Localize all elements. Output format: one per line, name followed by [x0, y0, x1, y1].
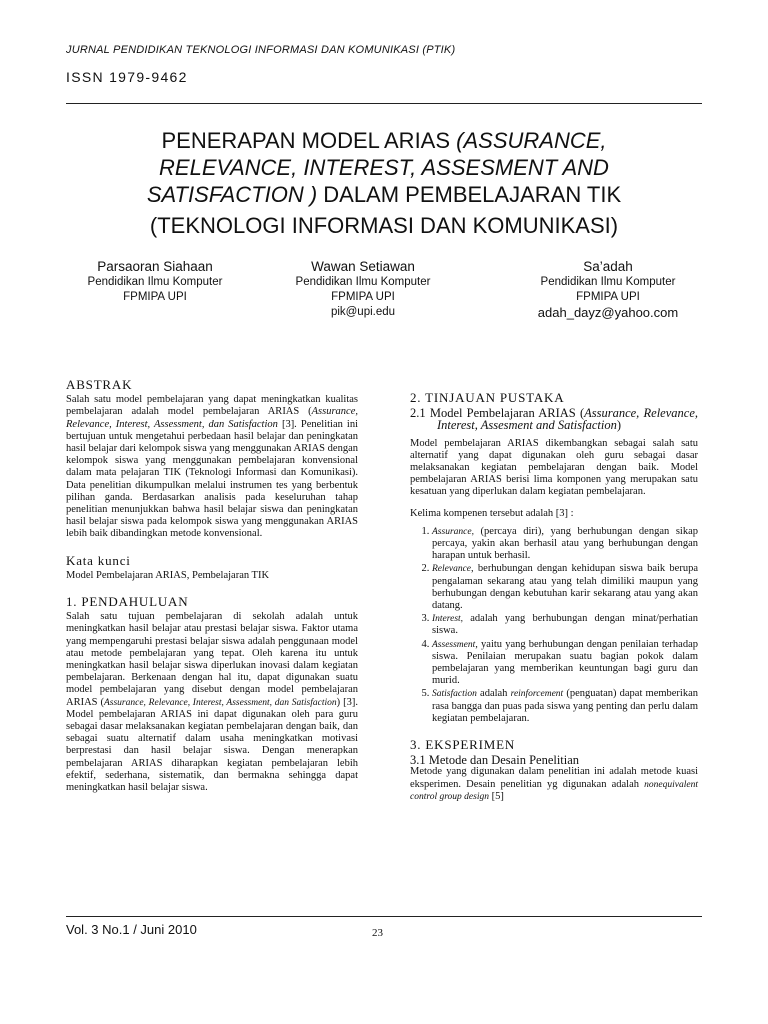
header-rule — [66, 103, 702, 104]
title-line-3b: DALAM PEMBELAJARAN TIK — [317, 182, 622, 207]
title-line-4: (TEKNOLOGI INFORMASI DAN KOMUNIKASI) — [149, 213, 619, 238]
left-column — [66, 379, 358, 794]
author-inst: FPMIPA UPI — [123, 291, 187, 303]
abstract-text: Salah satu model pembelajaran yang dapat meningkatkan kualitas pembelajaran adalah model pembelajaran ARIAS (Assurance, Relevance, Interest, Assessment, dan Satisfaction [3]. Penelitian ini bertujuan untuk mengetahui perbedaan hasil belajar dan peningkatan hasil belajar dari kelompok siswa yang menggunakan ARIAS dengan kelompok siswa yang menggunakan pembelajaran konvensional dalam mata pelajaran TIK (Teknologi Informasi dan Komunikasi). Data penelitian dikumpulkan melalui instrumen tes yang berbentuk pilihan ganda. Berdasarkan analisis pada keseluruhan tahap penelitian menunjukkan bahwa hasil belajar siswa dan peningkatan hasil belajar siswa pada kelompok siswa yang menggunakan ARIAS lebih baik dibandingkan metode konvensional. — [66, 394, 358, 540]
intro-text: Salah satu tujuan pembelajaran di sekolah adalah untuk meningkatkan hasil belajar atau prestasi belajar siswa. Faktor utama yang mempengaruhi prestasi belajar siswa adalah penggunaan model atau metode pembelajaran yang tepat. Oleh karena itu untuk meningkatkan hasil belajar siswa diperlukan inovasi dalam kegiatan pembelajaran. Berkenaan dengan hal itu, dapat digunakan suatu model pembelajaran yang disebut dengan model pembelajaran ARIAS (Assurance, Relevance, Interest, Assessment, dan Satisfaction) [3]. Model pembelajaran ARIAS ini dapat digunakan oleh para guru sebagai dasar melaksanakan kegiatan pembelajaran dengan baik, dan sebagai suatu alternatif dalam usaha meningkatkan motivasi berprestasi dan hasil belajar siswa. Dengan menerapkan pembelajaran ARIAS diharapkan kegiatan pembelajaran lebih efektif, sederhana, sistematik, dan bermakna sehingga dapat meningkatkan hasil belajar siswa. — [66, 611, 358, 794]
author-email: pik@upi.edu — [330, 306, 396, 318]
author-name: Wawan Setiawan — [311, 259, 415, 274]
author-name: Sa’adah — [583, 259, 633, 274]
right-column — [410, 392, 698, 803]
author-name: Parsaoran Siahaan — [97, 259, 213, 274]
keywords-heading: Kata kunci — [66, 552, 131, 568]
author-block — [268, 258, 458, 320]
review-subheading: 2.1 Model Pembelajaran ARIAS (Assurance, Relevance, Interest, Assesment and Satisfaction) — [410, 406, 698, 433]
list-item: 1. Assurance, (percaya diri), yang berhubungan dengan sikap percaya, yakin akan berhasil atau yang berhubungan dengan harapan untuk berhasil. — [432, 526, 698, 563]
author-block — [513, 258, 703, 320]
title-line-3a: SATISFACTION ) — [146, 182, 318, 207]
component-list — [410, 526, 698, 725]
title-line-1a: PENERAPAN MODEL ARIAS — [161, 128, 457, 153]
author-block — [60, 258, 250, 305]
author-inst: FPMIPA UPI — [576, 291, 640, 303]
list-item: 3. Interest, adalah yang berhubungan dengan minat/perhatian siswa. — [432, 613, 698, 637]
review-components-intro: Kelima kompenen tersebut adalah [3] : — [410, 507, 574, 519]
author-email: adah_dayz@yahoo.com — [537, 305, 679, 320]
issn: ISSN 1979-9462 — [66, 69, 188, 85]
footer-rule — [66, 916, 702, 917]
review-heading: 2. TINJAUAN PUSTAKA — [410, 390, 565, 405]
experiment-text: Metode yang digunakan dalam penelitian ini adalah metode kuasi eksperimen. Desain penelitian yg digunakan adalah nonequivalent control group design [5] — [410, 766, 698, 802]
review-paragraph: Model pembelajaran ARIAS dikembangkan sebagai salah satu alternatif yang dapat digunakan oleh guru sebagai dasar melaksanakan kegiatan pembelajaran dengan baik. Model pembelajaran ARIAS berisi lima komponen yang merupakan satu kesatuan yang diperlukan dalam kegiatan pembelajaran. — [410, 437, 698, 498]
title-line-2: RELEVANCE, INTEREST, ASSESMENT AND — [159, 155, 609, 180]
title-line-1b: (ASSURANCE, — [456, 128, 607, 153]
keywords-text: Model Pembelajaran ARIAS, Pembelajaran TIK — [66, 569, 270, 581]
volume-info: Vol. 3 No.1 / Juni 2010 — [66, 922, 197, 937]
paper-title — [70, 127, 698, 239]
journal-name: JURNAL PENDIDIKAN TEKNOLOGI INFORMASI DAN KOMUNIKASI (PTIK) — [66, 44, 456, 56]
list-item: 2. Relevance, berhubungan dengan kehidupan siswa baik berupa pengalaman sekarang atau yang telah dimiliki maupun yang berhubungan dengan kebutuhan karir sekarang atau yang akan datang. — [432, 563, 698, 612]
experiment-subheading: 3.1 Metode dan Desain Penelitian — [410, 753, 580, 768]
author-dept: Pendidikan Ilmu Komputer — [87, 276, 223, 288]
experiment-heading: 3. EKSPERIMEN — [410, 737, 516, 753]
intro-heading: 1. PENDAHULUAN — [66, 594, 189, 610]
author-dept: Pendidikan Ilmu Komputer — [295, 276, 431, 288]
list-item: 5. Satisfaction adalah reinforcement (penguatan) dapat memberikan rasa bangga dan puas pada siswa yang penting dan perlu dalam kegiatan pembelajaran. — [432, 688, 698, 725]
author-dept: Pendidikan Ilmu Komputer — [540, 276, 676, 288]
abstract-heading: ABSTRAK — [66, 377, 133, 392]
author-inst: FPMIPA UPI — [331, 291, 395, 303]
list-item: 4. Assessment, yaitu yang berhubungan dengan penilaian terhadap siswa. Penilaian merupakan suatu bagian pokok dalam pembelajaran yang memberikan keuntungan bagi guru dan murid. — [432, 639, 698, 688]
page-number: 23 — [372, 927, 383, 939]
